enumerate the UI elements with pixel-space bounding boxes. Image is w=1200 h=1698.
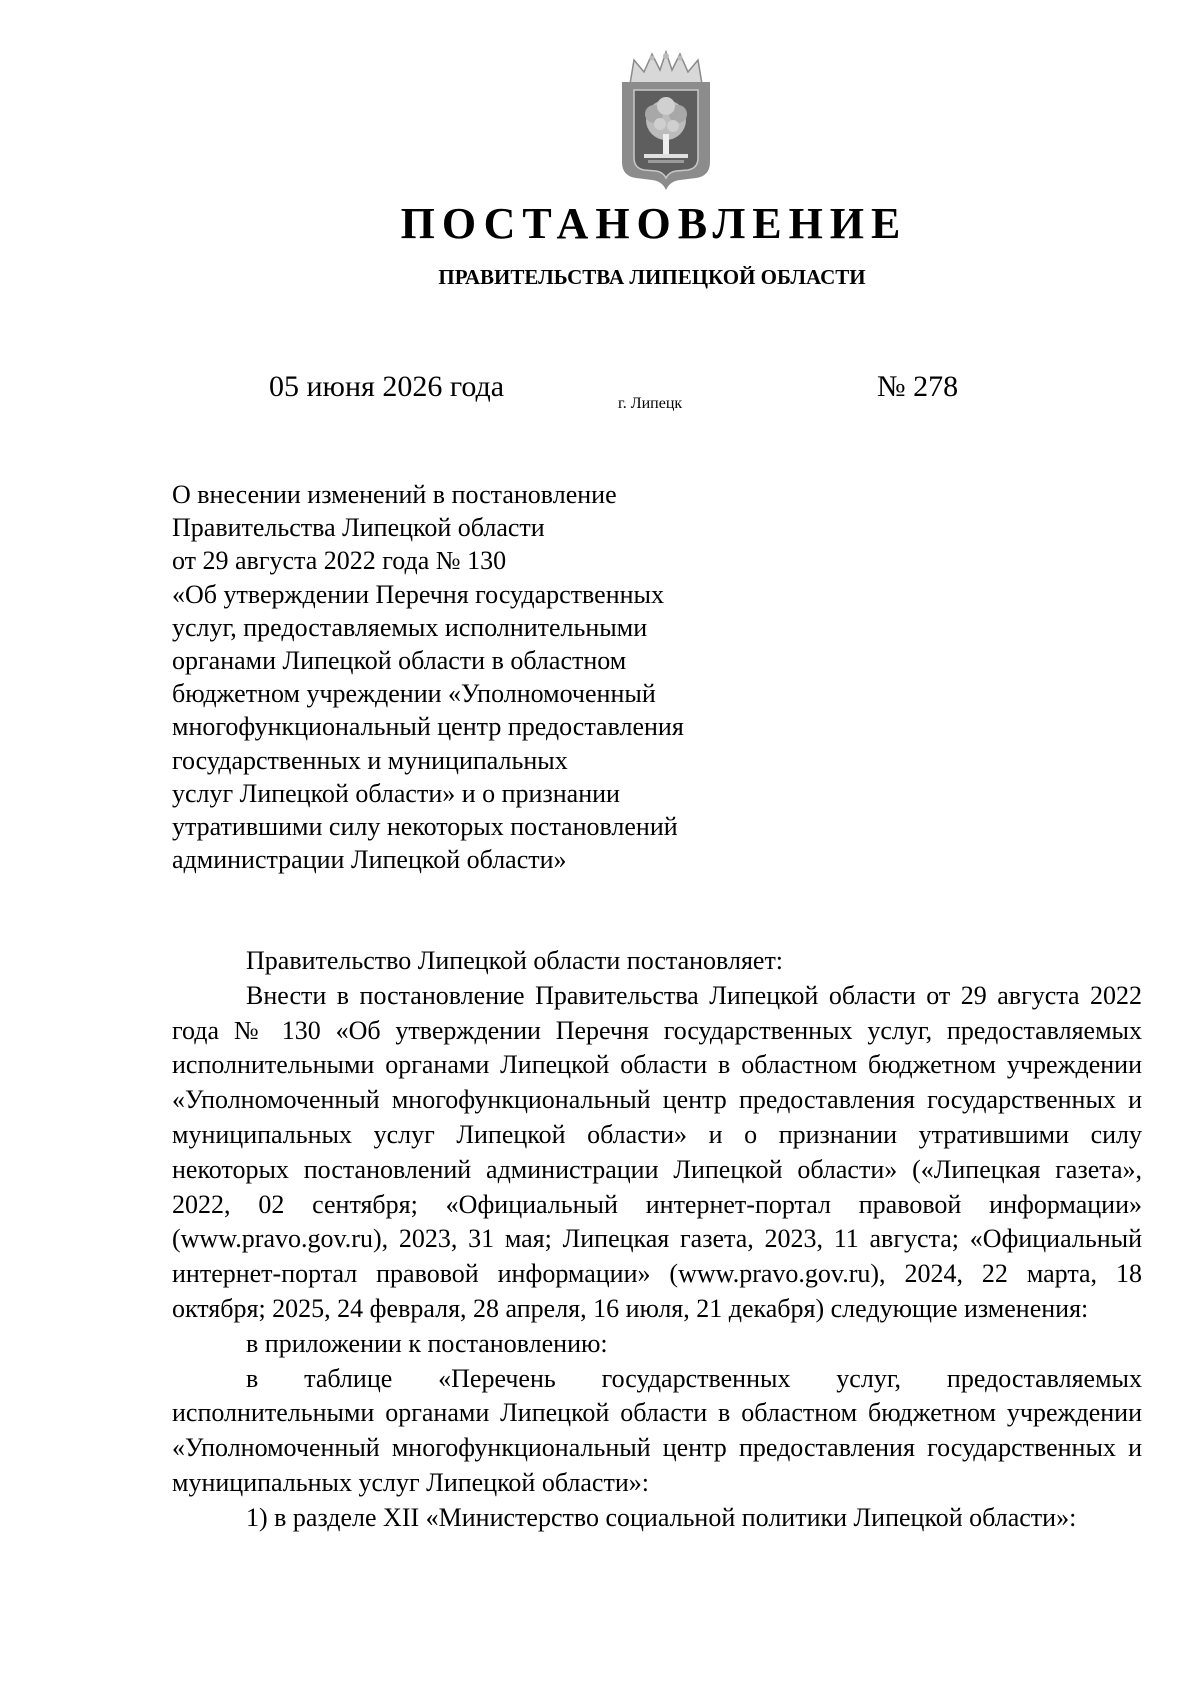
heading-line: от 29 августа 2022 года № 130: [172, 546, 507, 576]
document-title: ПОСТАНОВЛЕНИЕ: [400, 199, 908, 248]
heading-line: «Об утверждении Перечня государственных: [172, 579, 665, 609]
body-paragraph-appendix: в приложении к постановлению:: [246, 1328, 608, 1358]
heading-line: услуг Липецкой области» и о признании: [172, 778, 620, 808]
heading-line: О внесении изменений в постановление: [172, 480, 617, 509]
heading-line: органами Липецкой области в областном: [172, 646, 627, 676]
heading-line: администрации Липецкой области»: [172, 845, 567, 875]
coat-of-arms-icon: [620, 50, 712, 190]
heading-line: утратившими силу некоторых постановлений: [172, 812, 678, 842]
document-body: [172, 944, 1142, 1536]
heading-line: государственных и муниципальных: [172, 745, 568, 775]
body-paragraph-table: в таблице «Перечень государственных услуг, предоставляемых исполнительными органами Липецкой области в областном бюджетном учреждении «Уполномоченный многофункциональный центр предоставления государственных и муниципальных услуг Липецкой области»:: [172, 1363, 1142, 1497]
document-number: № 278: [877, 370, 959, 403]
body-paragraph-preamble: Правительство Липецкой области постановляет:: [246, 946, 784, 975]
heading-line: бюджетном учреждении «Уполномоченный: [172, 679, 656, 709]
document-heading: [172, 478, 792, 876]
document-subtitle: ПРАВИТЕЛЬСТВА ЛИПЕЦКОЙ ОБЛАСТИ: [438, 265, 866, 289]
document-city: г. Липецк: [618, 395, 683, 412]
body-paragraph-item: 1) в разделе XII «Министерство социальной политики Липецкой области»:: [246, 1502, 1077, 1532]
heading-line: услуг, предоставляемых исполнительными: [172, 612, 648, 642]
body-paragraph-main: Внести в постановление Правительства Липецкой области от 29 августа 2022 года № 130 «Об утверждении Перечня государственных услуг, предоставляемых исполнительными органами Липецкой области в областном бюджетном учреждении «Уполномоченный многофункциональный центр предоставления государственных и муниципальных услуг Липецкой области» и о признании утратившими силу некоторых постановлений администрации Липецкой области» («Липецкая газета», 2022, 02 сентября; «Официальный интернет-портал правовой информации» (www.pravo.gov.ru), 2023, 31 мая; Липецкая газета, 2023, 11 августа; «Официальный интернет-портал правовой информации» (www.pravo.gov.ru), 2024, 22 марта, 18 октября; 2025, 24 февраля, 28 апреля, 16 июля, 21 декабря) следующие изменения:: [172, 980, 1142, 1323]
document-date: 05 июня 2026 года: [269, 370, 505, 403]
heading-line: многофункциональный центр предоставления: [172, 712, 684, 742]
heading-line: Правительства Липецкой области: [172, 513, 545, 543]
